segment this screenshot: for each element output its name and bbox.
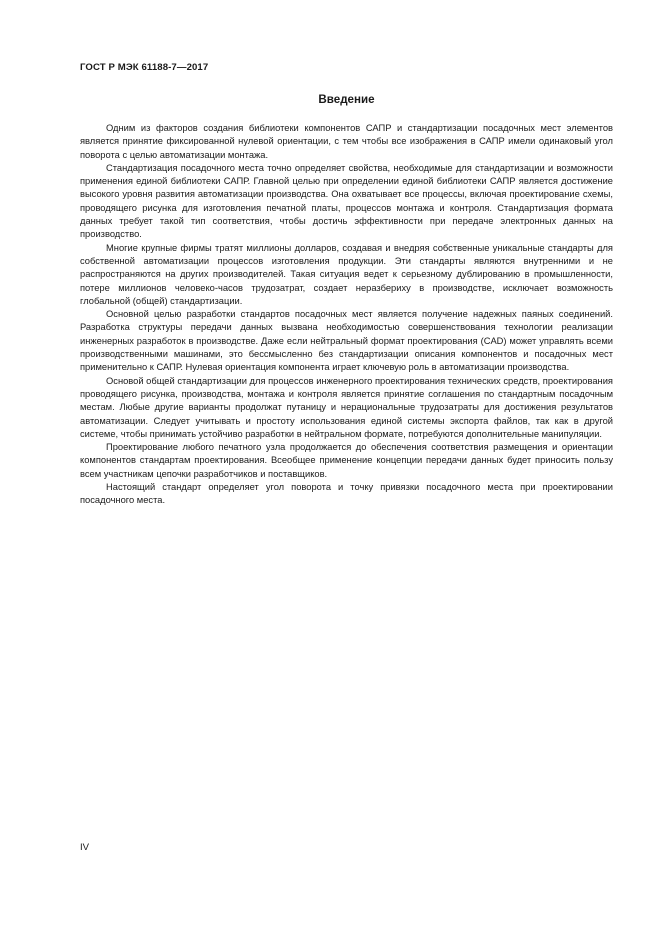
section-title: Введение xyxy=(318,93,375,106)
document-header: ГОСТ Р МЭК 61188-7—2017 xyxy=(80,62,209,73)
paragraph-7: Настоящий стандарт определяет угол поворота и точку привязки посадочного места при проектировании посадочного места. xyxy=(80,482,613,506)
paragraph-4: Основной целью разработки стандартов посадочных мест является получение надежных паяных соединений. Разработка структуры передачи данных вызвана необходимостью совершенствования технологии реализации инженерных разработок в производстве. Даже если нейтральный формат проектирования (CAD) может управлять всеми производственными машинами, это бессмысленно без стандартизации описания компонентов и посадочных мест применительно к САПР. Нулевая ориентация компонента играет ключевую роль в автоматизации производства. xyxy=(80,309,613,373)
paragraph-3: Многие крупные фирмы тратят миллионы долларов, создавая и внедряя собственные уникальные стандарты для собственной автоматизации процессов изготовления продукции. Эти стандарты являются внутренними и не распространяются на других производителей. Такая ситуация ведет к серьезному дублированию в промышленности, потере миллионов человеко-часов трудозатрат, создает неразбериху в производстве, исключает возможность глобальной (общей) стандартизации. xyxy=(80,242,613,306)
page-number: IV xyxy=(80,842,90,853)
paragraph-1: Одним из факторов создания библиотеки компонентов САПР и стандартизации посадочных мест элементов является принятие фиксированной нулевой ориентации, с тем чтобы все изображения в САПР имели одинаковый угол поворота с целью автоматизации монтажа. xyxy=(80,123,613,160)
paragraph-5: Основой общей стандартизации для процессов инженерного проектирования технических средств, проектирования проводящего рисунка, производства, монтажа и контроля является принятие соглашения по стандартным посадочным местам. Любые другие варианты продолжат путаницу и нерациональные трудозатраты для достижения результатов автоматизации. Следует учитывать и простоту использования единой системы экспорта файлов, так как в другой системе, чтобы принимать устойчиво разработки в нейтральном формате, потребуются дополнительные манипуляции. xyxy=(80,375,613,439)
paragraph-6: Проектирование любого печатного узла продолжается до обеспечения соответствия размещения и ориентации компонентов стандартам проектирования. Всеобщее применение концепции передачи данных будет приносить пользу всем участникам цепочки разработчиков и поставщиков. xyxy=(80,442,613,479)
body-text xyxy=(80,122,613,508)
paragraph-2: Стандартизация посадочного места точно определяет свойства, необходимые для стандартизации и возможности применения единой библиотеки САПР. Главной целью при определении единой библиотеки САПР является достижение высокого уровня развития автоматизации производства. Она охватывает все процессы, включая проектирование схемы, проводящего рисунка для изготовления печатной платы, процессов монтажа и контроля. Стандартизация формата данных требует такой тип соответствия, чтобы достичь эффективности при передаче электронных данных на производство. xyxy=(80,162,613,240)
